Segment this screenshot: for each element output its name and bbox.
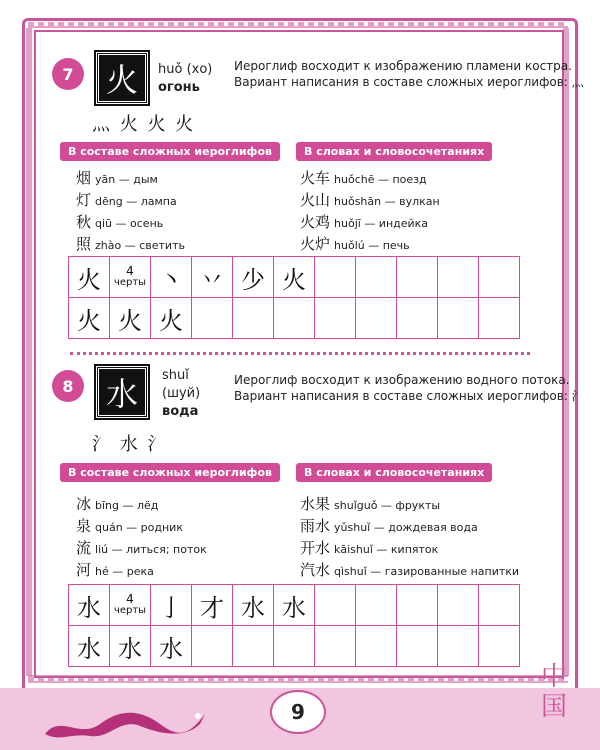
list-item: 汽水 qìshuǐ — газированные напитки — [300, 561, 520, 579]
grid-cell: 丷 — [192, 257, 233, 298]
grid-cell: 水 — [110, 626, 151, 667]
grid-cell[interactable] — [356, 626, 397, 667]
list-item: 灯 dēng — лампа — [76, 191, 177, 209]
section-divider — [70, 352, 530, 355]
section-tag-words: В словах и словосочетаниях — [296, 142, 492, 161]
practice-grid — [68, 256, 520, 339]
description-line: Вариант написания в составе сложных иероглифов: 灬 — [234, 75, 584, 89]
list-item: 开水 kāishuǐ — кипяток — [300, 539, 439, 557]
character-variants: 灬 火 火 火 — [92, 114, 196, 135]
list-item: 火车 huǒchē — поезд — [300, 169, 427, 187]
pinyin-label: shuǐ — [162, 368, 189, 383]
grid-cell: 丶 — [151, 257, 192, 298]
grid-cell: 火 — [69, 298, 110, 339]
grid-cell: 火 — [69, 257, 110, 298]
list-item: 火鸡 huǒjī — индейка — [300, 213, 429, 231]
list-item: 冰 bīng — лёд — [76, 495, 159, 513]
section-tag-compounds: В составе сложных иероглифов — [60, 142, 280, 161]
list-item: 照 zhào — светить — [76, 235, 185, 253]
stroke-count-cell: 4 черты — [110, 585, 151, 626]
grid-cell[interactable] — [274, 626, 315, 667]
pinyin-label: huǒ (хо) — [158, 62, 213, 77]
grid-cell: 火 — [110, 298, 151, 339]
words-list — [300, 494, 519, 582]
corner-characters — [528, 662, 580, 742]
grid-cell[interactable] — [315, 626, 356, 667]
pinyin-ru-label: (шуй) — [162, 386, 201, 401]
grid-cell[interactable] — [397, 257, 438, 298]
grid-cell[interactable] — [356, 257, 397, 298]
list-item: 雨水 yǔshuǐ — дождевая вода — [300, 517, 478, 535]
grid-cell[interactable] — [356, 585, 397, 626]
grid-cell[interactable] — [192, 626, 233, 667]
stroke-count-cell: 4 черты — [110, 257, 151, 298]
grid-cell[interactable] — [438, 585, 479, 626]
grid-cell: 水 — [274, 585, 315, 626]
grid-cell[interactable] — [356, 298, 397, 339]
lesson-number-badge: 8 — [52, 370, 84, 402]
grid-cell[interactable] — [479, 585, 520, 626]
grid-cell[interactable] — [479, 626, 520, 667]
grid-cell[interactable] — [397, 585, 438, 626]
grid-cell[interactable] — [438, 257, 479, 298]
main-character-box: 水 — [96, 366, 148, 418]
grid-cell[interactable] — [233, 298, 274, 339]
meaning-label: огонь — [158, 80, 200, 95]
dragon-illustration — [40, 694, 210, 746]
section-tag-compounds: В составе сложных иероглифов — [60, 463, 280, 482]
grid-cell[interactable] — [274, 298, 315, 339]
list-item: 火炉 huǒlú — печь — [300, 235, 410, 253]
grid-cell: 亅 — [151, 585, 192, 626]
grid-cell: 火 — [274, 257, 315, 298]
page-number: 9 — [270, 690, 326, 734]
lesson-number-badge: 7 — [52, 58, 84, 90]
words-list — [300, 168, 440, 256]
grid-cell[interactable] — [315, 585, 356, 626]
grid-cell[interactable] — [397, 298, 438, 339]
list-item: 秋 qiū — осень — [76, 213, 164, 231]
grid-cell[interactable] — [192, 298, 233, 339]
main-character-box: 火 — [96, 52, 148, 104]
corner-char: 中 — [540, 662, 567, 692]
grid-cell[interactable] — [479, 298, 520, 339]
practice-grid — [68, 584, 520, 667]
grid-cell[interactable] — [315, 257, 356, 298]
grid-cell: 水 — [69, 585, 110, 626]
section-tag-words: В словах и словосочетаниях — [296, 463, 492, 482]
meaning-label: вода — [162, 404, 199, 419]
grid-cell: 水 — [233, 585, 274, 626]
grid-cell[interactable] — [438, 298, 479, 339]
grid-cell: 才 — [192, 585, 233, 626]
grid-cell[interactable] — [233, 626, 274, 667]
list-item: 泉 quán — родник — [76, 517, 183, 535]
grid-cell: 水 — [69, 626, 110, 667]
grid-cell[interactable] — [479, 257, 520, 298]
corner-char: 国 — [540, 692, 567, 722]
list-item: 流 liú — литься; поток — [76, 539, 207, 557]
grid-cell[interactable] — [438, 626, 479, 667]
list-item: 火山 huǒshān — вулкан — [300, 191, 440, 209]
compounds-list — [76, 494, 207, 582]
list-item: 烟 yān — дым — [76, 169, 158, 187]
compounds-list — [76, 168, 185, 256]
grid-cell: 火 — [151, 298, 192, 339]
description-line: Вариант написания в составе сложных иероглифов: 氵 — [234, 389, 584, 403]
list-item: 水果 shuǐguǒ — фрукты — [300, 495, 441, 513]
grid-cell[interactable] — [315, 298, 356, 339]
description-line: Иероглиф восходит к изображению пламени костра. — [234, 59, 572, 73]
character-variants: 氵 水 氵 — [92, 434, 168, 455]
grid-cell: 水 — [151, 626, 192, 667]
grid-cell: 少 — [233, 257, 274, 298]
grid-cell[interactable] — [397, 626, 438, 667]
description-line: Иероглиф восходит к изображению водного потока. — [234, 373, 570, 387]
list-item: 河 hé — река — [76, 561, 154, 579]
